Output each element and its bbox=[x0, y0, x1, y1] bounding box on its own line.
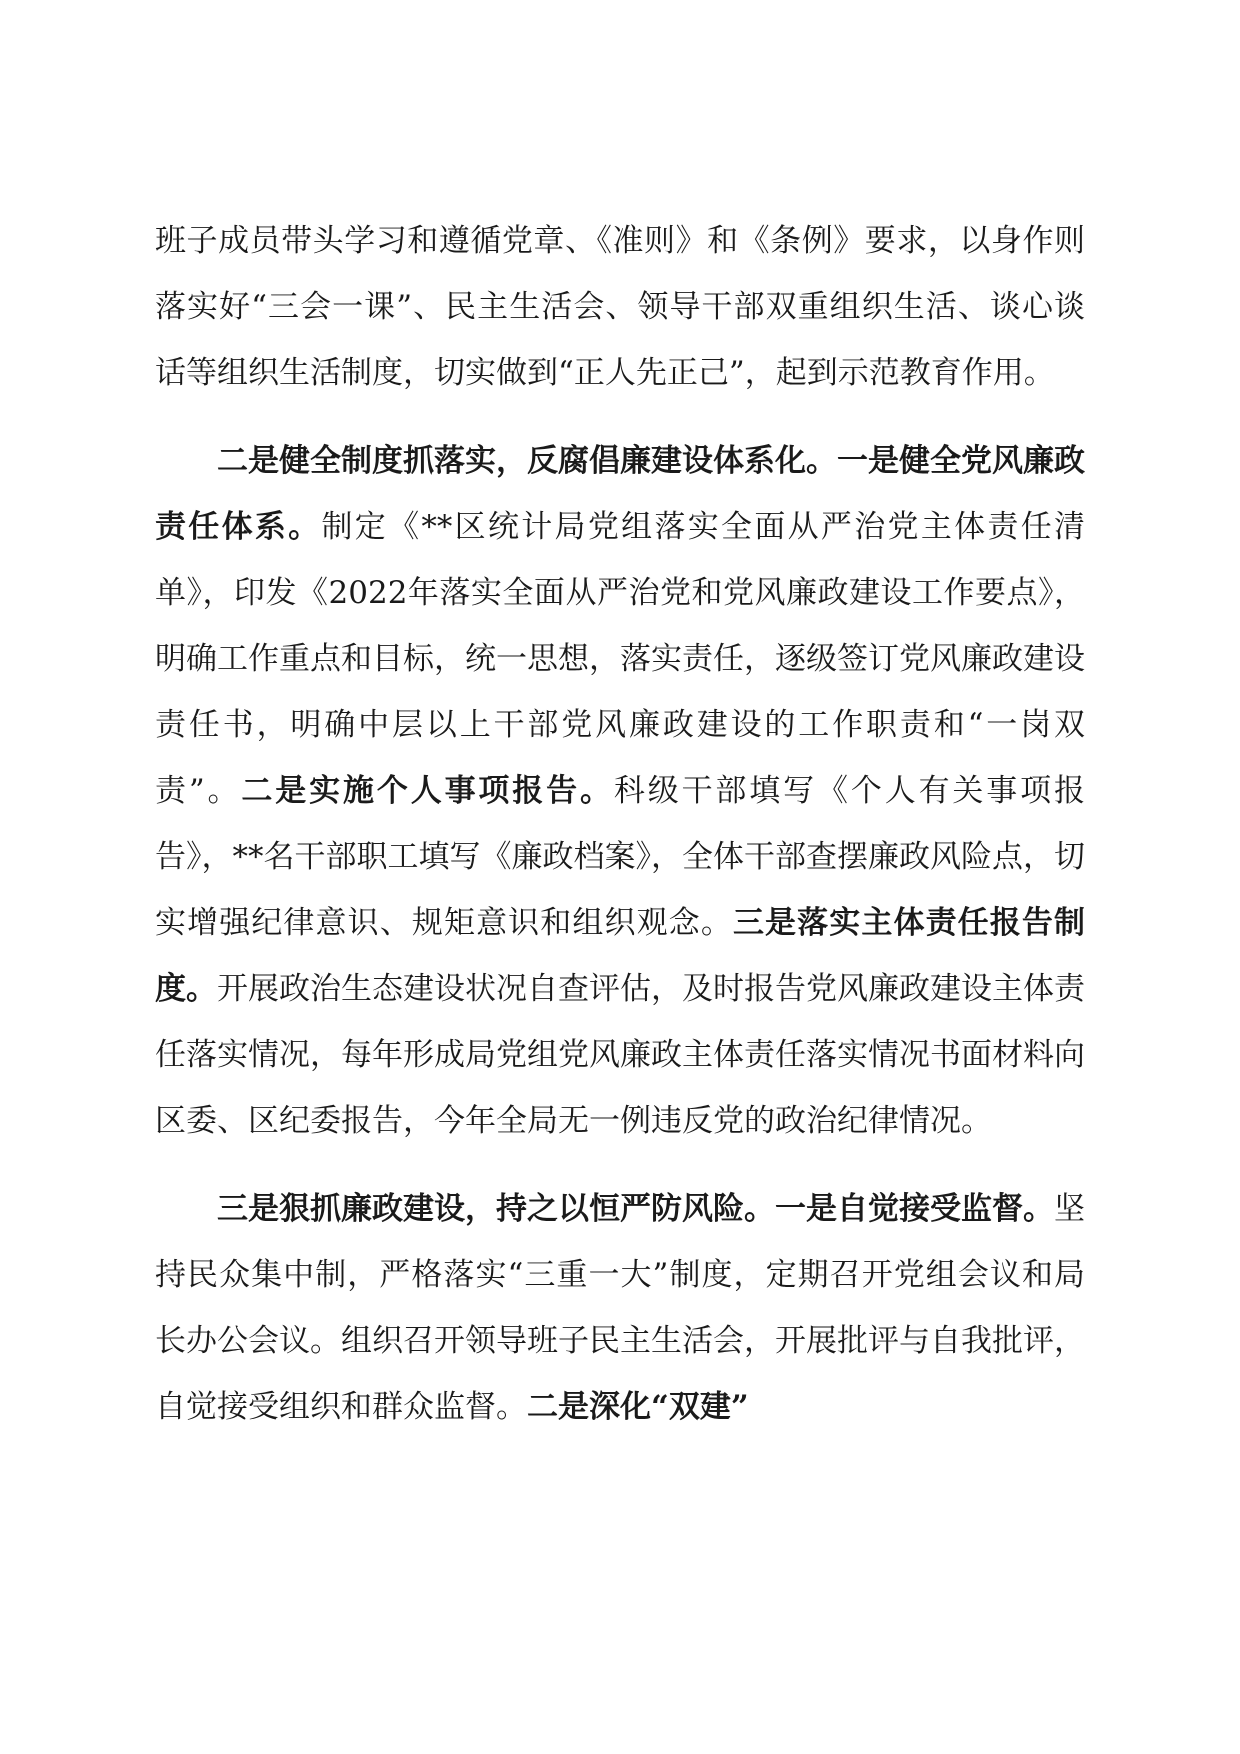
paragraph-3-heading: 三是狠抓廉政建设，持之以恒严防风险。一是自觉接受监督。 bbox=[217, 1191, 1054, 1227]
paragraph-1 bbox=[155, 208, 1085, 406]
paragraph-2-text-2: 科级干部填写《个人有关事项报告》，**名干部职工填写《廉政档案》，全体干部查摆廉政风险点，切实增强纪律意识、规矩意识和组织观念。 bbox=[155, 773, 1085, 941]
paragraph-2-heading: 二是健全制度抓落实，反腐倡廉建设体系化。一是健全党风廉政责任体系。 bbox=[155, 443, 1085, 545]
paragraph-3 bbox=[155, 1176, 1085, 1440]
paragraph-2-subheading-3: 三是落实主体责任报告制度。 bbox=[155, 905, 1086, 1007]
paragraph-3-subheading-2: 二是深化“双建” bbox=[527, 1389, 749, 1425]
paragraph-2 bbox=[155, 428, 1085, 1154]
paragraph-3-text-1: 坚持民众集中制，严格落实“三重一大”制度，定期召开党组会议和局长办公会议。组织召开领导班子民主生活会，开展批评与自我批评，自觉接受组织和群众监督。 bbox=[155, 1191, 1085, 1425]
paragraph-2-subheading-2: 二是实施个人事项报告。 bbox=[241, 773, 614, 809]
paragraph-2-text-3: 开展政治生态建设状况自查评估，及时报告党风廉政建设主体责任落实情况，每年形成局党组党风廉政主体责任落实情况书面材料向区委、区纪委报告，今年全局无一例违反党的政治纪律情况。 bbox=[155, 971, 1085, 1139]
document-page bbox=[155, 208, 1085, 1440]
paragraph-2-text-1: 制定《**区统计局党组落实全面从严治党主体责任清单》，印发《2022年落实全面从严治党和党风廉政建设工作要点》，明确工作重点和目标，统一思想，落实责任，逐级签订党风廉政建设责任书，明确中层以上干部党风廉政建设的工作职责和“一岗双责”。 bbox=[155, 509, 1086, 809]
paragraph-1-text: 班子成员带头学习和遵循党章、《准则》和《条例》要求，以身作则落实好“三会一课”、民主生活会、领导干部双重组织生活、谈心谈话等组织生活制度，切实做到“正人先正己”，起到示范教育作用。 bbox=[155, 223, 1085, 391]
